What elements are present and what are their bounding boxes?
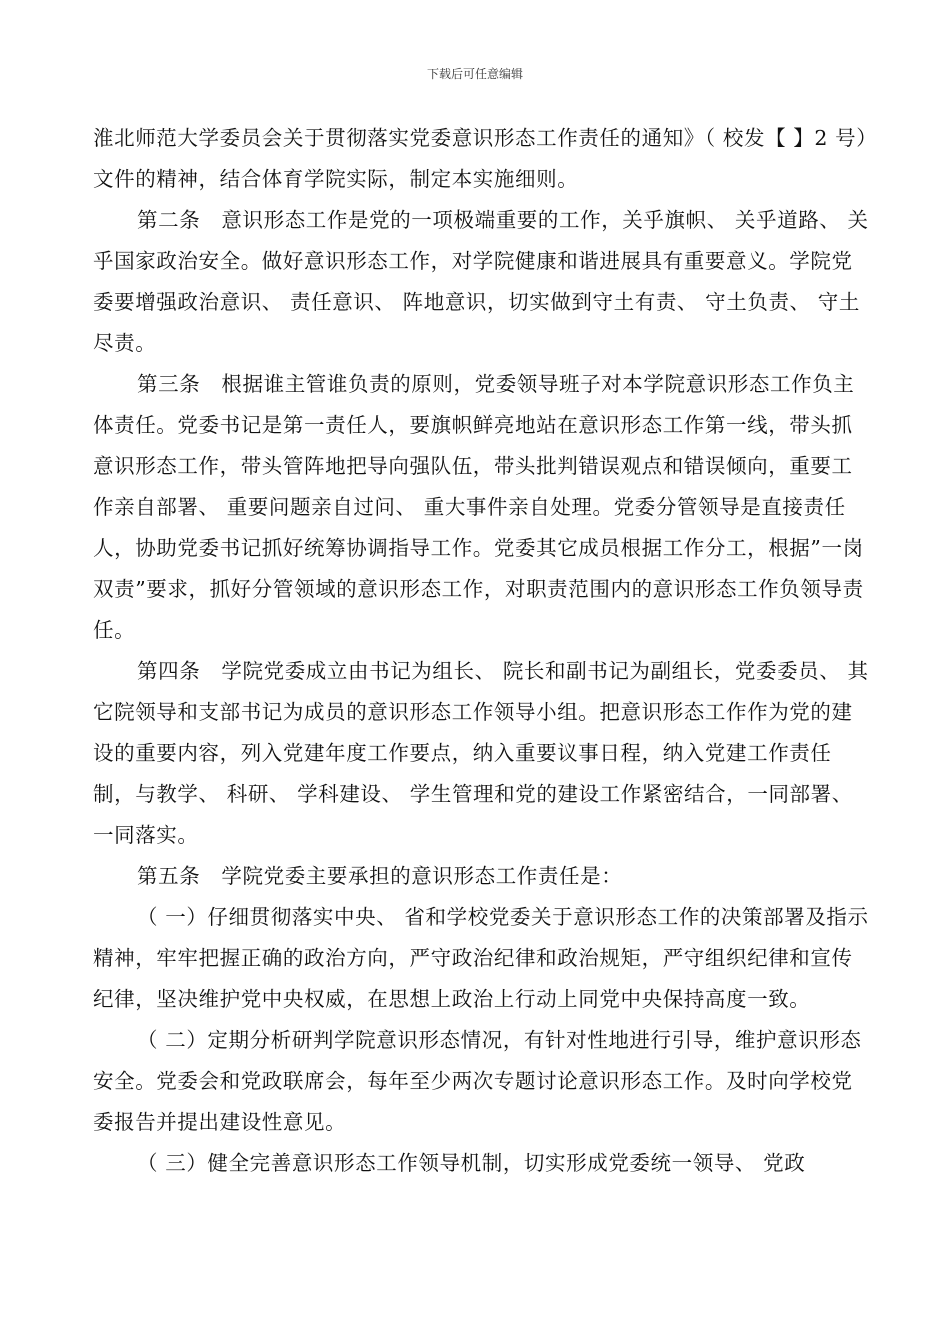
page-header-note: 下载后可任意编辑 <box>426 67 523 81</box>
paragraph-article-3: 第三条 根据谁主管谁负责的原则，党委领导班子对本学院意识形态工作负主体责任。党委书记是第一责任人，要旗帜鲜亮地站在意识形态工作第一线，带头抓意识形态工作，带头管阵地把导向强队伍，带头批判错误观点和错误倾向，重要工作亲自部署、 重要问题亲自过问、 重大事件亲自处理。党委分管领导是直接责任人，协助党委书记抓好统筹协调指导工作。党委其它成员根据工作分工，根据”一岗双责”要求，抓好分管领域的意识形态工作，对职责范围内的意识形态工作负领导责任。 <box>93 372 864 642</box>
paragraph-article-2: 第二条 意识形态工作是党的一项极端重要的工作，关乎旗帜、 关乎道路、 关乎国家政治安全。做好意识形态工作，对学院健康和谐进展具有重要意义。学院党委要增强政治意识、 责任意识、 阵地意识，切实做到守土有责、 守土负责、 守土尽责。 <box>93 208 869 355</box>
paragraph-intro-continuation: 淮北师范大学委员会关于贯彻落实党委意识形态工作责任的通知》（ 校发【 】2 号）文件的精神，结合体育学院实际，制定本实施细则。 <box>93 126 868 191</box>
paragraph-article-4: 第四条 学院党委成立由书记为组长、 院长和副书记为副组长，党委委员、 其它院领导和支部书记为成员的意识形态工作领导小组。把意识形态工作作为党的建设的重要内容，列入党建年度工作要点，纳入重要议事日程，纳入党建工作责任制，与教学、 科研、 学科建设、 学生管理和党的建设工作紧密结合，一同部署、 一同落实。 <box>93 659 869 847</box>
document-body <box>93 118 873 1184</box>
paragraph-item-1: （ 一）仔细贯彻落实中央、 省和学校党委关于意识形态工作的决策部署及指示精神，牢牢把握正确的政治方向，严守政治纪律和政治规矩，严守组织纪律和宣传纪律，坚决维护党中央权威，在思想上政治上行动上同党中央保持高度一致。 <box>93 905 869 1011</box>
paragraph-item-3: （ 三）健全完善意识形态工作领导机制，切实形成党委统一领导、 党政 <box>137 1151 806 1175</box>
paragraph-item-2: （ 二）定期分析研判学院意识形态情况，有针对性地进行引导，维护意识形态安全。党委会和党政联席会，每年至少两次专题讨论意识形态工作。及时向学校党委报告并提出建设性意见。 <box>93 1028 862 1134</box>
paragraph-article-5: 第五条 学院党委主要承担的意识形态工作责任是： <box>137 864 623 888</box>
